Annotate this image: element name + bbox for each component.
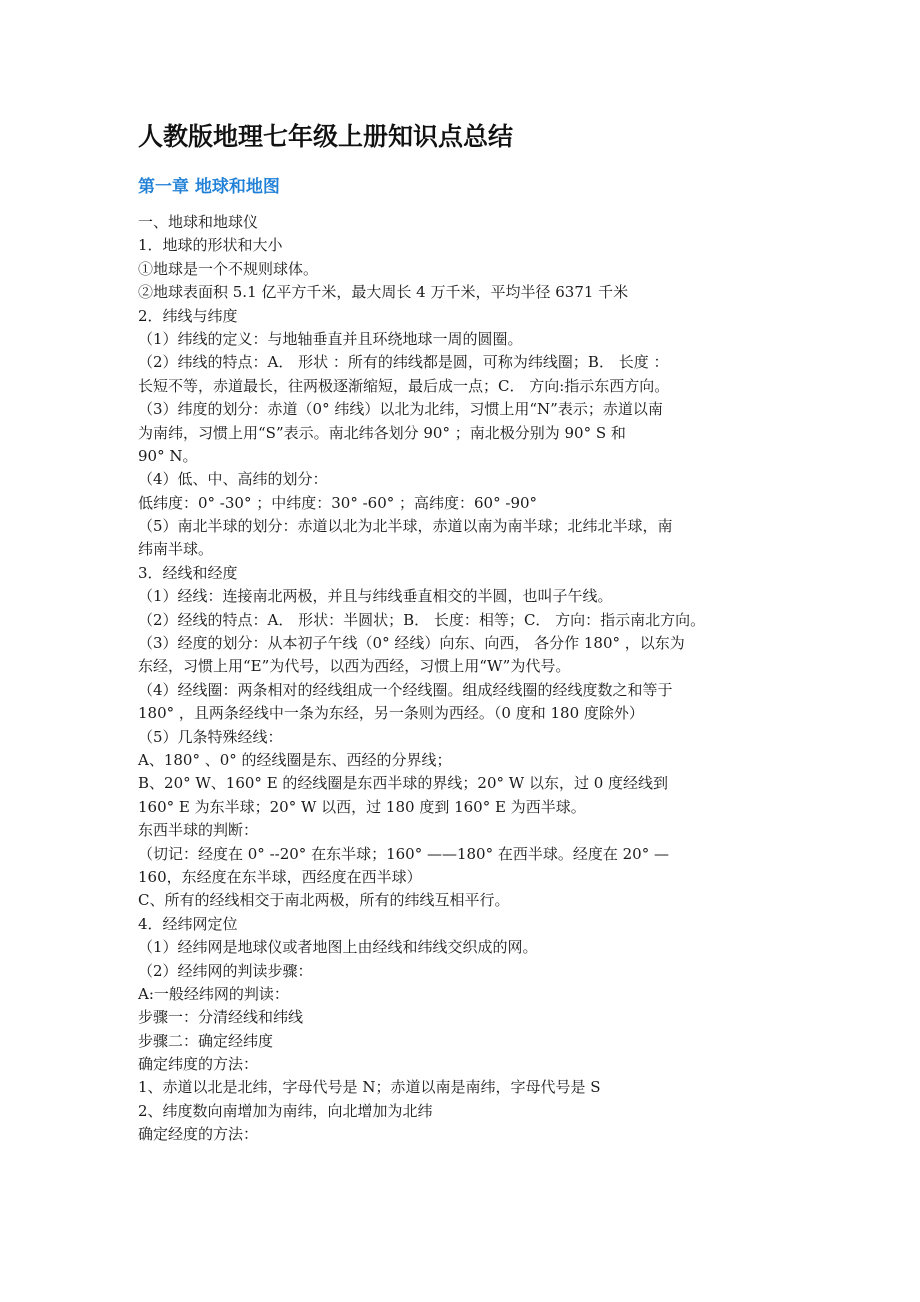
text-line: （2）经纬网的判读步骤： xyxy=(138,961,313,980)
text-line: 90° N。 xyxy=(138,446,198,465)
text-line: （切记：经度在 0° --20° 在东半球；160° ——180° 在西半球。经度在 20° — xyxy=(138,844,669,863)
text-line: 1．地球的形状和大小 xyxy=(138,236,283,255)
text-line: 东经，习惯上用“E”为代号，以西为西经，习惯上用“W”为代号。 xyxy=(138,657,571,676)
text-line: （2）经线的特点：A． 形状：半圆状；B． 长度：相等；C． 方向：指示南北方向。 xyxy=(138,610,706,629)
text-line: 低纬度：0° -30° ；中纬度：30° -60° ；高纬度：60° -90° xyxy=(138,493,538,512)
chapter-title: 第一章 地球和地图 xyxy=(138,177,280,197)
text-line: A:一般经纬网的判读： xyxy=(138,984,289,1003)
text-line: C、所有的经线相交于南北两极，所有的纬线互相平行。 xyxy=(138,891,510,910)
text-line: ②地球表面积 5.1 亿平方千米，最大周长 4 万千米，平均半径 6371 千米 xyxy=(138,283,629,302)
text-line: 4．经纬网定位 xyxy=(138,914,238,933)
text-line: （3）经度的划分：从本初子午线（0° 经线）向东、向西， 各分作 180° ，以东为 xyxy=(138,634,685,653)
text-line: 2．纬线与纬度 xyxy=(138,306,238,325)
document-title: 人教版地理七年级上册知识点总结 xyxy=(138,122,514,151)
text-line: 160° E 为东半球；20° W 以西，过 180 度到 160° E 为西半球。 xyxy=(138,797,586,816)
text-line: 160，东经度在东半球，西经度在西半球） xyxy=(138,867,422,886)
text-line: 3．经线和经度 xyxy=(138,563,238,582)
text-line: 确定经度的方法： xyxy=(138,1125,259,1144)
text-line: 东西半球的判断： xyxy=(138,821,259,840)
text-line: ①地球是一个不规则球体。 xyxy=(138,259,319,278)
text-line: （2）纬线的特点：A． 形状 ：所有的纬线都是圆，可称为纬线圈；B． 长度 ： xyxy=(138,353,669,372)
text-line: （1）纬线的定义：与地轴垂直并且环绕地球一周的圆圈。 xyxy=(138,329,523,348)
text-line: 步骤一：分清经线和纬线 xyxy=(138,1008,304,1027)
text-line: 长短不等，赤道最长，往两极逐渐缩短，最后成一点；C． 方向:指示东西方向。 xyxy=(138,376,670,395)
text-line: 一、地球和地球仪 xyxy=(138,213,259,231)
text-line: （1）经纬网是地球仪或者地图上由经线和纬线交织成的网。 xyxy=(138,938,538,957)
text-line: （4）经线圈：两条相对的经线组成一个经线圈。组成经线圈的经线度数之和等于 xyxy=(138,680,673,699)
text-line: 2、纬度数向南增加为南纬，向北增加为北纬 xyxy=(138,1101,433,1120)
text-line: （5）几条特殊经线： xyxy=(138,727,283,746)
text-line: 为南纬，习惯上用“S”表示。南北纬各划分 90° ；南北极分别为 90° S 和 xyxy=(138,423,626,442)
text-line: （5）南北半球的划分：赤道以北为北半球，赤道以南为南半球；北纬北半球，南 xyxy=(138,517,673,536)
text-line: （4）低、中、高纬的划分： xyxy=(138,470,328,489)
text-line: 1、赤道以北是北纬，字母代号是 N；赤道以南是南纬，字母代号是 S xyxy=(138,1078,601,1097)
text-line: 确定纬度的方法： xyxy=(138,1055,259,1074)
text-line: （3）纬度的划分：赤道（0° 纬线）以北为北纬，习惯上用“N”表示；赤道以南 xyxy=(138,400,663,419)
text-line: B、20° W、160° E 的经线圈是东西半球的界线；20° W 以东，过 0 度经线到 xyxy=(138,774,669,793)
body-text xyxy=(138,211,788,1147)
text-line: 步骤二：确定经纬度 xyxy=(138,1031,274,1050)
document-page xyxy=(138,118,788,1147)
text-line: 纬南半球。 xyxy=(138,540,214,559)
text-line: （1）经线：连接南北两极，并且与纬线垂直相交的半圆，也叫子午线。 xyxy=(138,587,613,606)
text-line: 180° ，且两条经线中一条为东经，另一条则为西经。（0 度和 180 度除外） xyxy=(138,704,644,723)
text-line: A、180° 、0° 的经线圈是东、西经的分界线； xyxy=(138,750,452,769)
